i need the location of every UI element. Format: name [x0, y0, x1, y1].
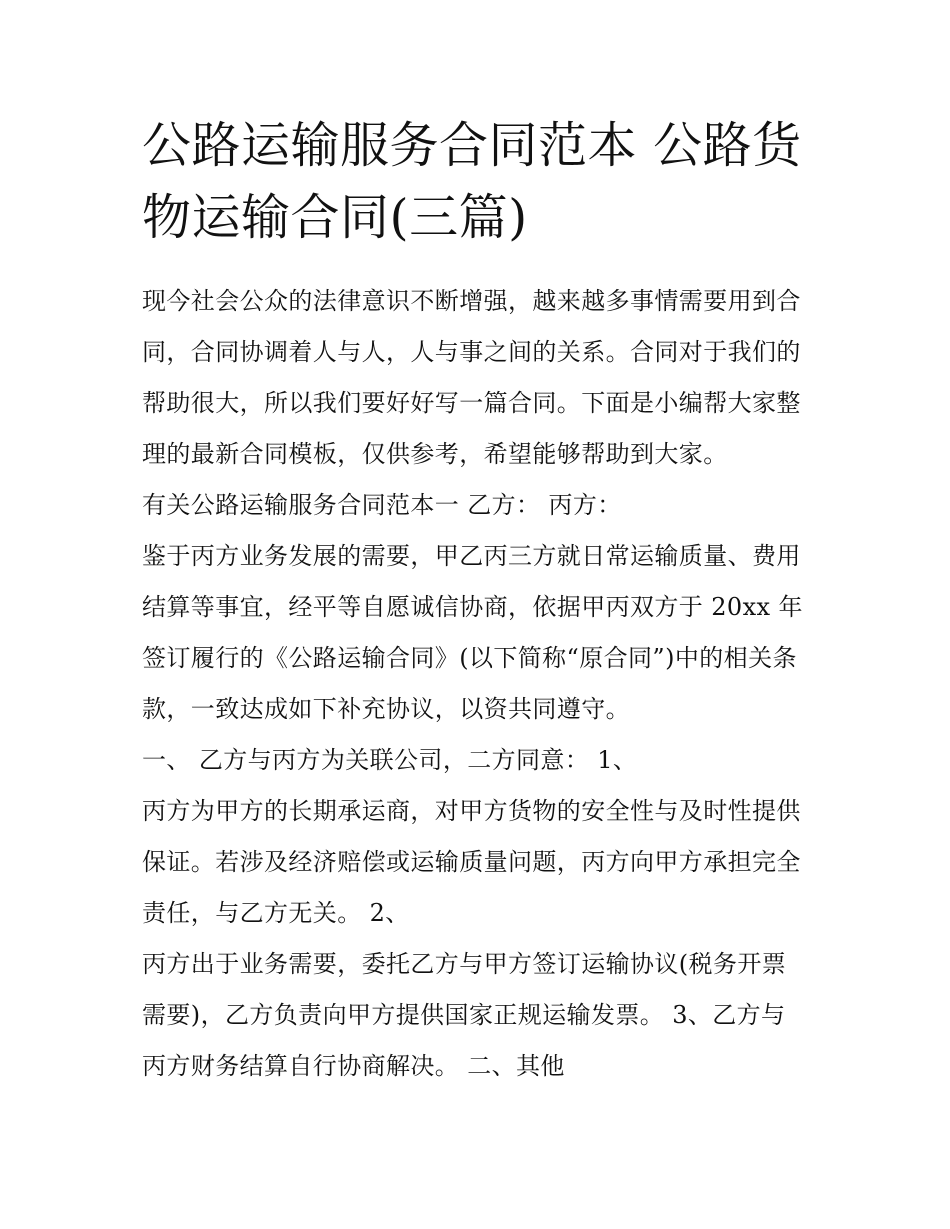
clause-one-paragraph	[142, 735, 814, 786]
text-line: 款，一致达成如下补充协议，以资共同遵守。	[142, 695, 630, 723]
text-line: 鉴于丙方业务发展的需要，甲乙丙三方就日常运输质量、费用	[142, 542, 801, 570]
text-line: 签订履行的《公路运输合同》(以下简称“原合同”)中的相关条	[142, 644, 797, 672]
document-body	[142, 276, 814, 1092]
text-line: 责任，与乙方无关。 2、	[142, 899, 410, 927]
intro-paragraph	[142, 276, 814, 480]
text-line: 一、 乙方与丙方为关联公司，二方同意： 1、	[142, 746, 638, 774]
clause-item-paragraph	[142, 939, 814, 1092]
section-heading-paragraph	[142, 480, 814, 531]
text-line: 丙方为甲方的长期承运商，对甲方货物的安全性与及时性提供	[142, 797, 801, 825]
text-line: 理的最新合同模板，仅供参考，希望能够帮助到大家。	[142, 440, 728, 468]
text-line: 现今社会公众的法律意识不断增强，越来越多事情需要用到合	[142, 287, 801, 315]
text-line: 同，合同协调着人与人，人与事之间的关系。合同对于我们的	[142, 338, 801, 366]
document-title	[142, 110, 814, 254]
text-line: 帮助很大，所以我们要好好写一篇合同。下面是小编帮大家整	[142, 389, 801, 417]
title-line: 物运输合同(三篇)	[142, 189, 528, 246]
text-line: 丙方财务结算自行协商解决。 二、其他	[142, 1052, 565, 1080]
clause-item-paragraph	[142, 786, 814, 939]
preamble-paragraph	[142, 531, 814, 735]
text-line: 有关公路运输服务合同范本一 乙方： 丙方：	[142, 491, 622, 519]
text-line: 保证。若涉及经济赔偿或运输质量问题，丙方向甲方承担完全	[142, 848, 801, 876]
text-line: 结算等事宜，经平等自愿诚信协商，依据甲丙双方于 20xx 年	[142, 593, 803, 621]
title-line: 公路运输服务合同范本 公路货	[142, 117, 802, 174]
document-page	[142, 110, 814, 1092]
text-line: 丙方出于业务需要，委托乙方与甲方签订运输协议(税务开票	[142, 950, 787, 978]
text-line: 需要)，乙方负责向甲方提供国家正规运输发票。 3、乙方与	[142, 1001, 786, 1029]
